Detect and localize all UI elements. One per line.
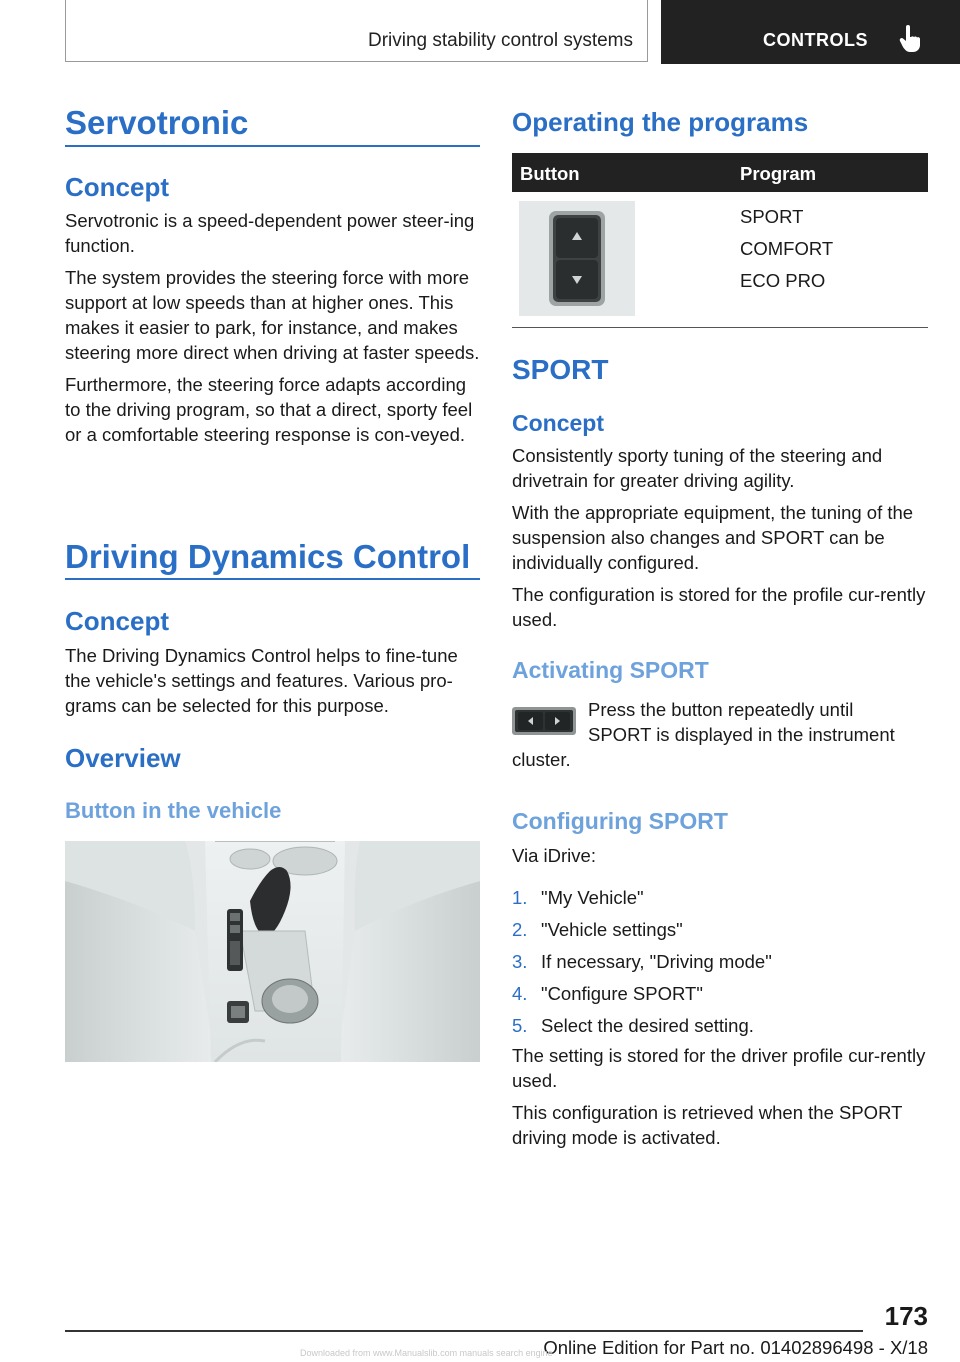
config-step [512, 1010, 772, 1042]
header-chapter-box [661, 0, 960, 64]
ddc-title: Driving Dynamics Control [65, 538, 471, 575]
config-step-text: "My Vehicle" [541, 887, 644, 908]
activating-line-3: cluster. [512, 749, 571, 770]
header-section-title: Driving stability control systems [367, 30, 633, 51]
overview-heading: Overview [65, 743, 181, 773]
footer-rule [65, 1330, 863, 1332]
activating-line-1: Press the button repeatedly until [588, 699, 854, 720]
sport-paragraph-3: The configuration is stored for the profile cur‐rently used. [512, 584, 926, 630]
sport-paragraph-1: Consistently sporty tuning of the steering and drivetrain for greater driving agility. [512, 445, 883, 491]
footer-edition: Online Edition for Part no. 01402896498 - X/18 [543, 1337, 928, 1358]
config-step-text: "Vehicle settings" [541, 919, 683, 940]
sport-title: SPORT [512, 354, 609, 385]
via-idrive: Via iDrive: [512, 845, 596, 866]
config-step-number: 1. [512, 887, 528, 908]
ddc-rule [65, 578, 480, 580]
sport-paragraph-2: With the appropriate equipment, the tuning of the suspension also changes and SPORT can be individually configured. [512, 502, 914, 573]
table-bottom-rule [512, 327, 928, 328]
program-list [740, 201, 833, 297]
servotronic-title: Servotronic [65, 104, 249, 141]
operating-title: Operating the programs [512, 107, 809, 137]
servotronic-paragraph-2: The system provides the steering force with more support at low speeds than at higher ones. This makes it easier to park, for instance, and makes steering more direct when driving at faster speeds. [65, 267, 480, 363]
header-section-box [65, 0, 648, 62]
config-step [512, 882, 772, 914]
footer-watermark: Downloaded from www.Manualslib.com manuals search engine [300, 1348, 553, 1358]
config-step-text: "Configure SPORT" [541, 983, 703, 1004]
page-number: 173 [884, 1301, 928, 1331]
servotronic-body [65, 208, 483, 447]
header-chapter-title: CONTROLS [763, 30, 868, 50]
center-console-image [65, 841, 480, 1062]
button-in-vehicle-heading: Button in the vehicle [65, 798, 282, 823]
configuring-sport-heading: Configuring SPORT [512, 808, 728, 834]
servotronic-rule [65, 145, 480, 147]
program-item-comfort: COMFORT [740, 238, 834, 259]
ddc-concept-heading: Concept [65, 606, 169, 636]
closing-paragraph-1: The setting is stored for the driver profile cur‐rently used. [512, 1045, 926, 1091]
config-step-number: 5. [512, 1015, 528, 1036]
activating-sport-heading: Activating SPORT [512, 657, 709, 683]
config-step [512, 946, 772, 978]
servotronic-concept-heading: Concept [65, 172, 169, 202]
mode-button-icon [512, 705, 576, 737]
pointing-hand-icon [899, 25, 921, 53]
config-step-text: If necessary, "Driving mode" [541, 951, 772, 972]
sport-closing-body [512, 1043, 930, 1150]
table-col-button: Button [520, 163, 580, 184]
servotronic-paragraph-3: Furthermore, the steering force adapts according to the driving program, so that a direct, sporty feel or a comfortable steering response is con‐veyed. [65, 374, 473, 445]
program-item-sport: SPORT [740, 206, 804, 227]
program-item-eco-pro: ECO PRO [740, 270, 826, 291]
program-switch-image [519, 201, 635, 316]
config-step-number: 3. [512, 951, 528, 972]
servotronic-paragraph-1: Servotronic is a speed-dependent power steer‐ing function. [65, 210, 475, 256]
program-table-header [512, 153, 928, 192]
config-step-text: Select the desired setting. [541, 1015, 754, 1036]
config-step-number: 2. [512, 919, 528, 940]
ddc-concept-text: The Driving Dynamics Control helps to fine-tune the vehicle's settings and features. Various pro‐grams can be selected for this purpose. [65, 645, 458, 716]
config-step-number: 4. [512, 983, 528, 1004]
table-col-program: Program [740, 163, 817, 184]
closing-paragraph-2: This configuration is retrieved when the SPORT driving mode is activated. [512, 1102, 903, 1148]
config-steps-list [512, 882, 772, 1042]
activating-line-2: SPORT is displayed in the instrument [588, 724, 895, 745]
config-step [512, 914, 772, 946]
sport-concept-body [512, 443, 930, 632]
config-step [512, 978, 772, 1010]
sport-concept-heading: Concept [512, 410, 604, 436]
